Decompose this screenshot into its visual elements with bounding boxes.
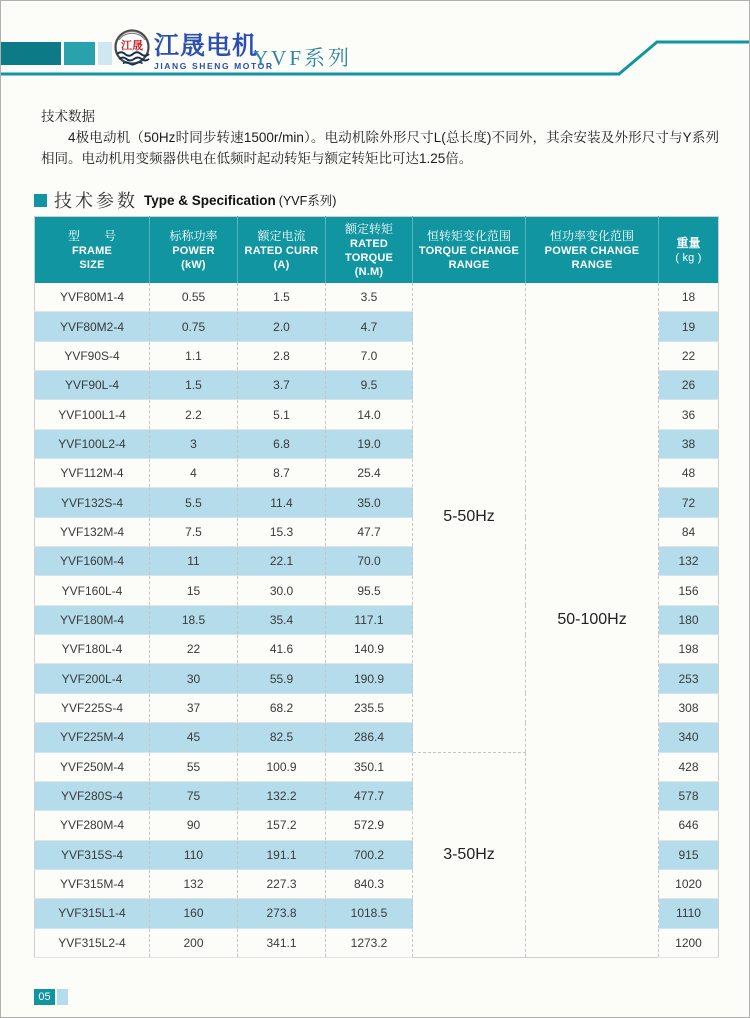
cell-current: 15.3 <box>238 517 326 546</box>
cell-torque: 47.7 <box>326 517 413 546</box>
cell-power: 15 <box>150 576 238 605</box>
cell-current: 2.8 <box>238 341 326 370</box>
col-header-cn: 额定电流 <box>257 228 306 243</box>
cell-frame: YVF200L-4 <box>35 664 150 693</box>
cell-current: 227.3 <box>238 869 326 898</box>
cell-current: 2.0 <box>238 312 326 341</box>
page-footer <box>34 989 68 1005</box>
cell-torque: 572.9 <box>326 811 413 840</box>
col-header-cn: 重量 <box>676 235 701 250</box>
cell-weight: 19 <box>659 312 719 341</box>
cell-weight: 18 <box>659 283 719 312</box>
cell-weight: 1200 <box>659 928 719 957</box>
cell-power: 22 <box>150 635 238 664</box>
cell-current: 5.1 <box>238 400 326 429</box>
cell-frame: YVF160M-4 <box>35 547 150 576</box>
col-header-cn: 恒功率变化范围 <box>549 228 634 243</box>
cell-frame: YVF100L1-4 <box>35 400 150 429</box>
cell-current: 132.2 <box>238 781 326 810</box>
col-header-frame-size <box>35 217 150 283</box>
cell-torque: 95.5 <box>326 576 413 605</box>
svg-text:江晟: 江晟 <box>121 40 143 52</box>
cell-current: 6.8 <box>238 429 326 458</box>
brand-name-en: JIANG SHENG MOTOR <box>154 61 274 71</box>
cell-weight: 1110 <box>659 899 719 928</box>
cell-power: 4 <box>150 459 238 488</box>
cell-weight: 156 <box>659 576 719 605</box>
cell-power: 160 <box>150 899 238 928</box>
cell-current: 157.2 <box>238 811 326 840</box>
cell-weight: 578 <box>659 781 719 810</box>
cell-frame: YVF315L1-4 <box>35 899 150 928</box>
table-row <box>35 283 719 312</box>
cell-torque: 700.2 <box>326 840 413 869</box>
cell-current: 11.4 <box>238 488 326 517</box>
cell-current: 68.2 <box>238 693 326 722</box>
accent-block-medium <box>64 42 95 65</box>
torque-range-cell: 5-50Hz <box>413 283 526 753</box>
section-title-en: Type & Specification <box>144 192 276 208</box>
page-header <box>1 1 750 96</box>
cell-current: 22.1 <box>238 547 326 576</box>
cell-torque: 4.7 <box>326 312 413 341</box>
cell-torque: 350.1 <box>326 752 413 781</box>
cell-weight: 646 <box>659 811 719 840</box>
col-header-en: RANGE <box>571 258 613 271</box>
cell-current: 1.5 <box>238 283 326 312</box>
cell-weight: 72 <box>659 488 719 517</box>
cell-power: 75 <box>150 781 238 810</box>
col-header-rated-current <box>238 217 326 283</box>
torque-range-cell: 3-50Hz <box>413 752 526 957</box>
cell-power: 0.55 <box>150 283 238 312</box>
cell-torque: 3.5 <box>326 283 413 312</box>
brand-name-cn: 江晟电机 <box>154 32 259 60</box>
col-header-en: RATED TORQUE <box>344 237 394 264</box>
section-title-cn: 技术参数 <box>54 191 138 211</box>
cell-frame: YVF132S-4 <box>35 488 150 517</box>
cell-current: 35.4 <box>238 605 326 634</box>
company-logo-icon <box>113 28 151 68</box>
cell-frame: YVF280M-4 <box>35 811 150 840</box>
cell-frame: YVF315S-4 <box>35 840 150 869</box>
cell-power: 7.5 <box>150 517 238 546</box>
cell-power: 110 <box>150 840 238 869</box>
page-number-accent <box>57 989 68 1005</box>
cell-weight: 22 <box>659 341 719 370</box>
cell-weight: 38 <box>659 429 719 458</box>
cell-frame: YVF100L2-4 <box>35 429 150 458</box>
cell-current: 341.1 <box>238 928 326 957</box>
cell-power: 55 <box>150 752 238 781</box>
cell-frame: YVF180M-4 <box>35 605 150 634</box>
cell-current: 100.9 <box>238 752 326 781</box>
cell-torque: 235.5 <box>326 693 413 722</box>
cell-weight: 308 <box>659 693 719 722</box>
cell-torque: 9.5 <box>326 371 413 400</box>
col-header-en: (kW) <box>181 258 206 271</box>
col-header-cn: 额定转矩 <box>344 221 393 236</box>
intro-section <box>41 107 719 169</box>
cell-weight: 340 <box>659 723 719 752</box>
cell-power: 2.2 <box>150 400 238 429</box>
cell-torque: 840.3 <box>326 869 413 898</box>
cell-frame: YVF315M-4 <box>35 869 150 898</box>
cell-power: 30 <box>150 664 238 693</box>
cell-torque: 35.0 <box>326 488 413 517</box>
cell-frame: YVF90S-4 <box>35 341 150 370</box>
cell-torque: 14.0 <box>326 400 413 429</box>
cell-weight: 36 <box>659 400 719 429</box>
cell-weight: 198 <box>659 635 719 664</box>
cell-frame: YVF280S-4 <box>35 781 150 810</box>
section-title-suffix: (YVF系列) <box>278 194 337 208</box>
tech-data-label: 技术数据 <box>41 109 95 124</box>
cell-torque: 1018.5 <box>326 899 413 928</box>
cell-frame: YVF225M-4 <box>35 723 150 752</box>
col-header-en: ( kg ) <box>675 251 702 264</box>
cell-torque: 70.0 <box>326 547 413 576</box>
cell-weight: 48 <box>659 459 719 488</box>
cell-current: 41.6 <box>238 635 326 664</box>
cell-power: 1.5 <box>150 371 238 400</box>
cell-current: 273.8 <box>238 899 326 928</box>
col-header-weight <box>659 217 719 283</box>
col-header-en: POWER <box>172 244 215 257</box>
cell-frame: YVF160L-4 <box>35 576 150 605</box>
col-header-rated-torque <box>326 217 413 283</box>
cell-torque: 190.9 <box>326 664 413 693</box>
cell-weight: 428 <box>659 752 719 781</box>
col-header-en: RANGE <box>448 258 490 271</box>
col-header-en: (A) <box>273 258 290 271</box>
col-header-en: FRAME <box>71 244 113 257</box>
page-number: 05 <box>34 989 55 1005</box>
accent-block-light <box>98 42 112 65</box>
cell-power: 5.5 <box>150 488 238 517</box>
cell-current: 8.7 <box>238 459 326 488</box>
cell-power: 18.5 <box>150 605 238 634</box>
col-header-power-change-range <box>526 217 659 283</box>
col-header-torque-change-range <box>413 217 526 283</box>
col-header-cn: 型 号 <box>67 228 116 243</box>
cell-power: 1.1 <box>150 341 238 370</box>
cell-frame: YVF250M-4 <box>35 752 150 781</box>
cell-weight: 132 <box>659 547 719 576</box>
cell-weight: 1020 <box>659 869 719 898</box>
cell-power: 0.75 <box>150 312 238 341</box>
cell-power: 90 <box>150 811 238 840</box>
cell-torque: 477.7 <box>326 781 413 810</box>
cell-frame: YVF225S-4 <box>35 693 150 722</box>
cell-current: 30.0 <box>238 576 326 605</box>
cell-current: 82.5 <box>238 723 326 752</box>
header-accent-blocks <box>1 42 112 65</box>
cell-frame: YVF180L-4 <box>35 635 150 664</box>
col-header-en: TORQUE CHANGE <box>418 244 520 257</box>
cell-weight: 253 <box>659 664 719 693</box>
cell-torque: 25.4 <box>326 459 413 488</box>
section-title <box>34 187 336 213</box>
cell-frame: YVF90L-4 <box>35 371 150 400</box>
cell-weight: 915 <box>659 840 719 869</box>
section-bullet-square-icon <box>34 194 47 207</box>
cell-weight: 26 <box>659 371 719 400</box>
cell-frame: YVF112M-4 <box>35 459 150 488</box>
spec-table-header <box>35 217 719 283</box>
series-title: YVF系列 <box>253 46 353 70</box>
cell-weight: 84 <box>659 517 719 546</box>
cell-power: 45 <box>150 723 238 752</box>
cell-torque: 19.0 <box>326 429 413 458</box>
cell-torque: 117.1 <box>326 605 413 634</box>
col-header-en: RATED CURR <box>244 244 319 257</box>
tech-data-paragraph: 4极电动机（50Hz时同步转速1500r/min）。电动机除外形尺寸L(总长度)不同外，其余安装及外形尺寸与Y系列相同。电动机用变频器供电在低频时起动转矩与额定转矩比可达1.25倍。 <box>41 130 719 166</box>
cell-power: 37 <box>150 693 238 722</box>
cell-current: 3.7 <box>238 371 326 400</box>
col-header-cn: 恒转矩变化范围 <box>426 228 511 243</box>
col-header-en: (N.M) <box>354 265 384 278</box>
col-header-power <box>150 217 238 283</box>
cell-current: 191.1 <box>238 840 326 869</box>
cell-power: 132 <box>150 869 238 898</box>
cell-power: 3 <box>150 429 238 458</box>
cell-current: 55.9 <box>238 664 326 693</box>
cell-frame: YVF80M2-4 <box>35 312 150 341</box>
cell-torque: 140.9 <box>326 635 413 664</box>
cell-weight: 180 <box>659 605 719 634</box>
power-range-cell: 50-100Hz <box>526 283 659 958</box>
cell-frame: YVF132M-4 <box>35 517 150 546</box>
cell-torque: 286.4 <box>326 723 413 752</box>
col-header-en: POWER CHANGE <box>544 244 640 257</box>
cell-torque: 1273.2 <box>326 928 413 957</box>
cell-torque: 7.0 <box>326 341 413 370</box>
col-header-cn: 标称功率 <box>169 228 218 243</box>
cell-frame: YVF315L2-4 <box>35 928 150 957</box>
cell-power: 200 <box>150 928 238 957</box>
cell-power: 11 <box>150 547 238 576</box>
cell-frame: YVF80M1-4 <box>35 283 150 312</box>
accent-block-dark <box>1 42 61 65</box>
col-header-en: SIZE <box>79 258 105 271</box>
spec-table <box>34 216 719 958</box>
table-body <box>35 283 719 958</box>
